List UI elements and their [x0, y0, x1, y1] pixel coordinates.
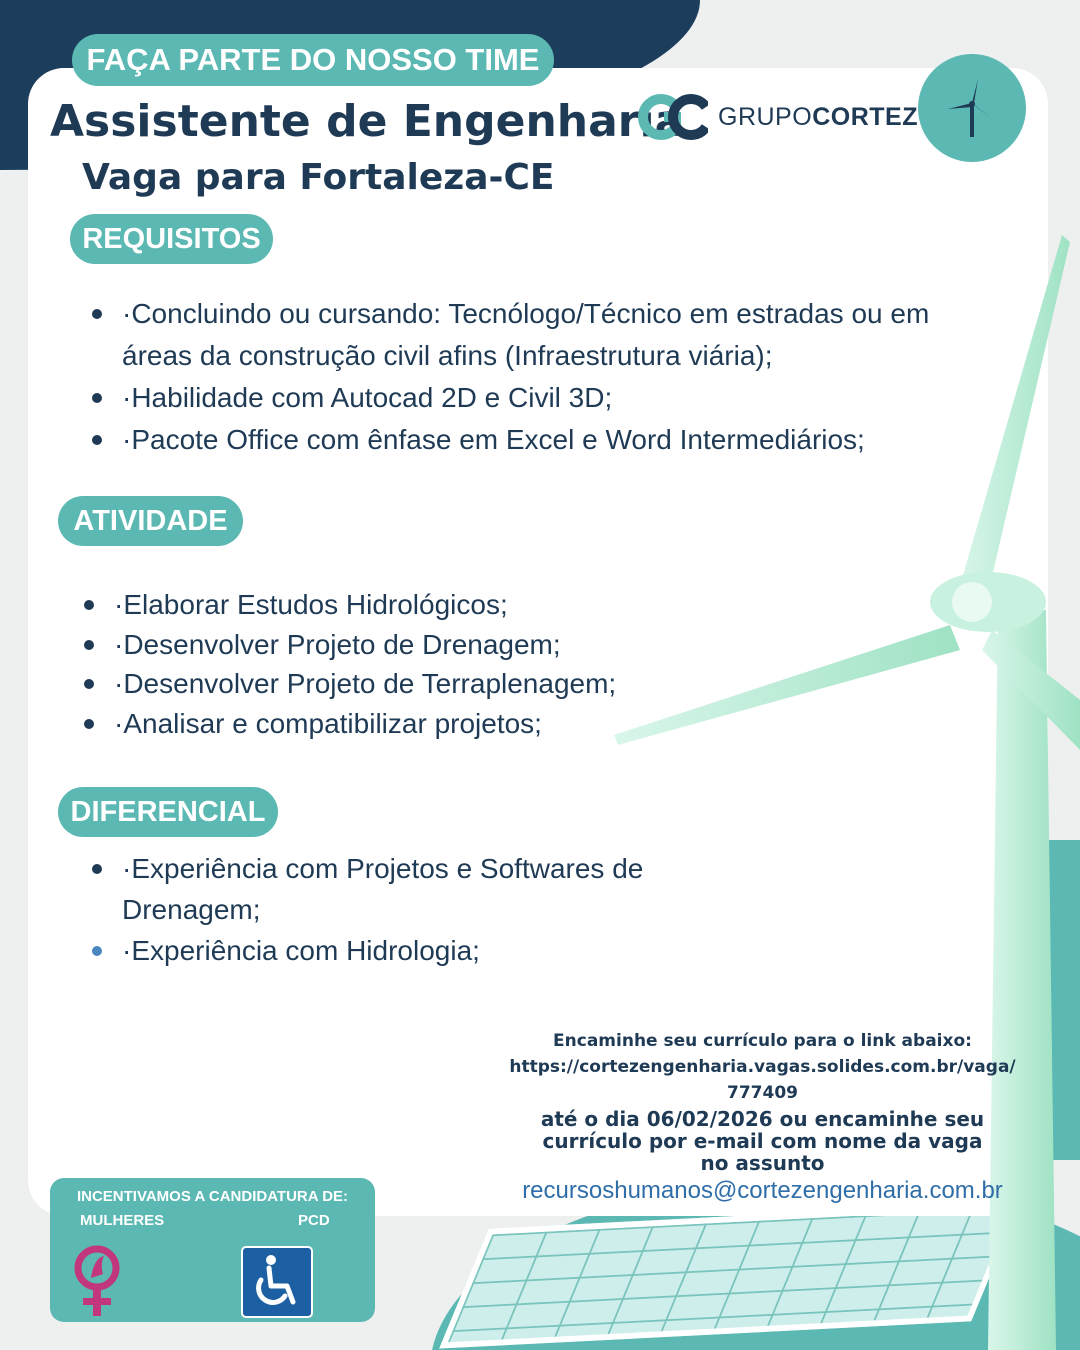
apply-intro: Encaminhe seu currículo para o link abaixo: — [553, 1031, 972, 1051]
female-symbol-icon — [70, 1244, 124, 1318]
pcd-label: PCD — [298, 1212, 330, 1229]
requisitos-list — [92, 293, 972, 461]
diferencial-list — [92, 848, 692, 971]
apply-deadline: até o dia 06/02/2026 ou encaminhe seu currículo por e-mail com nome da vaga no assunto — [540, 1107, 985, 1175]
list-item: ·Pacote Office com ênfase em Excel e Word Intermediários; — [92, 419, 972, 461]
logo-wordmark: GRUPOCORTEZ — [718, 102, 918, 131]
list-item: ·Habilidade com Autocad 2D e Civil 3D; — [92, 377, 972, 419]
section-label-diferencial: DIFERENCIAL — [58, 787, 278, 837]
gc-logo-icon — [636, 93, 708, 141]
women-label: MULHERES — [80, 1212, 165, 1229]
list-item: ·Desenvolver Projeto de Terraplenagem; — [84, 664, 684, 704]
list-item: ·Elaborar Estudos Hidrológicos; — [84, 585, 684, 625]
job-location-subtitle: Vaga para Fortaleza-CE — [82, 157, 555, 198]
list-item: ·Desenvolver Projeto de Drenagem; — [84, 625, 684, 665]
apply-link[interactable]: https://cortezengenharia.vagas.solides.com.br/vaga/ 777409 — [509, 1057, 1016, 1103]
list-item: ·Concluindo ou cursando: Tecnólogo/Técnico em estradas ou em áreas da construção civil afins (Infraestrutura viária); — [92, 293, 972, 377]
section-label-atividade: ATIVIDADE — [58, 496, 243, 546]
list-item: ·Experiência com Hidrologia; — [92, 930, 692, 971]
application-instructions — [500, 1028, 1025, 1206]
list-item: ·Analisar e compatibilizar projetos; — [84, 704, 684, 744]
page-title: Assistente de Engenharia — [50, 96, 685, 147]
section-label-requisitos: REQUISITOS — [70, 214, 273, 264]
wheelchair-accessibility-icon — [241, 1246, 313, 1318]
incentive-heading: INCENTIVAMOS A CANDIDATURA DE: — [76, 1188, 349, 1205]
company-logo — [636, 92, 918, 142]
apply-email-link[interactable]: recursoshumanos@cortezengenharia.com.br — [522, 1177, 1003, 1204]
list-item: ·Experiência com Projetos e Softwares de Drenagem; — [92, 848, 692, 930]
wind-turbine-icon — [944, 77, 1000, 139]
wind-turbine-badge — [918, 54, 1026, 162]
diversity-incentive-box — [50, 1178, 375, 1322]
hero-tag: FAÇA PARTE DO NOSSO TIME — [72, 34, 554, 86]
atividade-list — [84, 585, 684, 743]
